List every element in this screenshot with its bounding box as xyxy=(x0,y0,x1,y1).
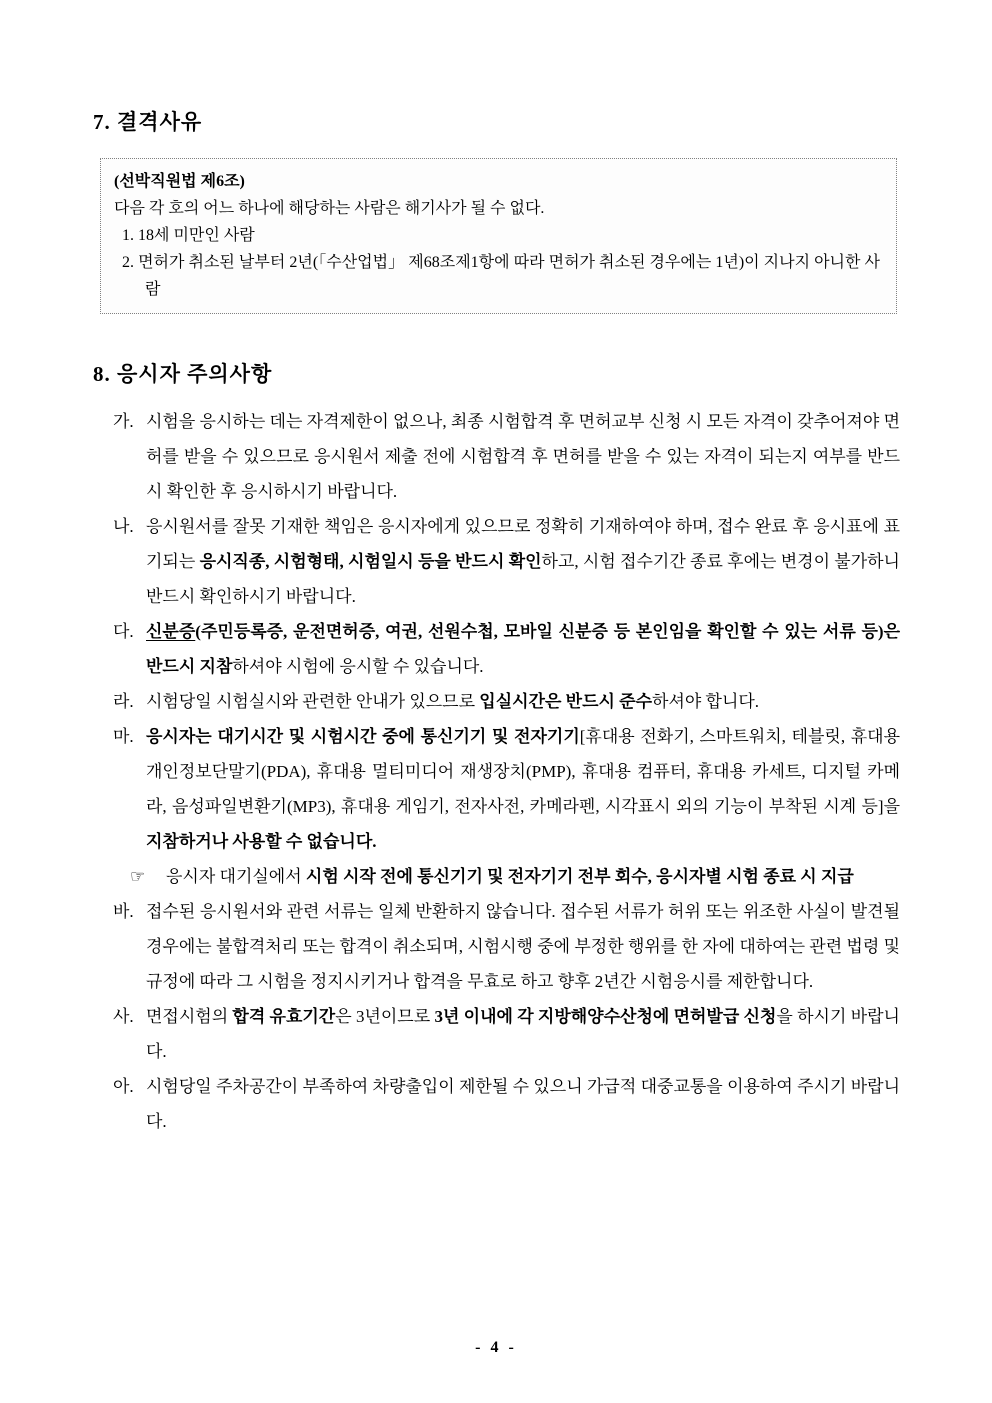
item-marker: 다. xyxy=(113,622,134,641)
pointing-hand-icon: ☞ xyxy=(130,867,146,886)
law-box-intro: 다음 각 호의 어느 하나에 해당하는 사람은 해기사가 될 수 없다. xyxy=(114,200,545,217)
notice-item xyxy=(113,509,900,614)
law-box-item: 1. 18세 미만인 사람 xyxy=(122,227,255,244)
item-text: 시험당일 시험실시와 관련한 안내가 있으므로 입실시간은 반드시 준수하셔야 합니다. xyxy=(146,692,760,711)
note-item xyxy=(130,859,900,894)
notice-item xyxy=(113,614,900,684)
item-text: 시험당일 주차공간이 부족하여 차량출입이 제한될 수 있으니 가급적 대중교통을 이용하여 주시기 바랍니다. xyxy=(146,1077,900,1131)
item-marker: 가. xyxy=(113,412,134,431)
notice-list xyxy=(113,404,900,1139)
notice-item xyxy=(113,684,900,719)
item-marker: 마. xyxy=(113,727,134,746)
page-number: - 4 - xyxy=(475,1339,517,1356)
item-marker: 아. xyxy=(113,1077,134,1096)
item-text: 신분증(주민등록증, 운전면허증, 여권, 선원수첩, 모바일 신분증 등 본인임을 확인할 수 있는 서류 등)은 반드시 지참하셔야 시험에 응시할 수 있습니다. xyxy=(146,622,900,676)
notice-item xyxy=(113,999,900,1069)
law-reference-box xyxy=(100,158,897,314)
law-box-items xyxy=(114,222,880,303)
notice-item xyxy=(113,719,900,859)
section7-heading: 7. 결격사유 xyxy=(93,110,203,134)
item-text: 시험을 응시하는 데는 자격제한이 없으나, 최종 시험합격 후 면허교부 신청 시 모든 자격이 갖추어져야 면허를 받을 수 있으므로 응시원서 제출 전에 시험합격 후 면허를 받을 수 있는 자격이 되는지 여부를 반드시 확인한 후 응시하시기 바랍니다. xyxy=(146,412,900,501)
item-marker: 라. xyxy=(113,692,134,711)
section8-heading: 8. 응시자 주의사항 xyxy=(93,362,273,386)
notice-item xyxy=(113,894,900,999)
item-marker: 바. xyxy=(113,902,134,921)
item-text: 응시자는 대기시간 및 시험시간 중에 통신기기 및 전자기기[휴대용 전화기, 스마트워치, 테블릿, 휴대용 개인정보단말기(PDA), 휴대용 멀티미디어 재생장치(PMP), 휴대용 컴퓨터, 휴대용 카세트, 디지털 카메라, 음성파일변환기(MP3), 휴대용 게임기, 전자사전, 카메라펜, 시각표시 외의 기능이 부착된 시계 등]을 지참하거나 사용할 수 없습니다. xyxy=(146,727,900,851)
law-box-item: 2. 면허가 취소된 날부터 2년(「수산업법」 제68조제1항에 따라 면허가 취소된 경우에는 1년)이 지나지 아니한 사람 xyxy=(122,254,880,298)
notice-item xyxy=(113,404,900,509)
item-text: 면접시험의 합격 유효기간은 3년이므로 3년 이내에 각 지방해양수산청에 면허발급 신청을 하시기 바랍니다. xyxy=(146,1007,900,1061)
item-text: 응시자 대기실에서 시험 시작 전에 통신기기 및 전자기기 전부 회수, 응시자별 시험 종료 시 지급 xyxy=(166,867,854,886)
item-marker: 나. xyxy=(113,517,134,536)
item-text: 접수된 응시원서와 관련 서류는 일체 반환하지 않습니다. 접수된 서류가 허위 또는 위조한 사실이 발견될 경우에는 불합격처리 또는 합격이 취소되며, 시험시행 중에 부정한 행위를 한 자에 대하여는 관련 법령 및 규정에 따라 그 시험을 정지시키거나 합격을 무효로 하고 향후 2년간 시험응시를 제한합니다. xyxy=(146,902,900,991)
item-marker: 사. xyxy=(113,1007,134,1026)
law-box-title: (선박직원법 제6조) xyxy=(114,173,245,190)
notice-item xyxy=(113,1069,900,1139)
item-text: 응시원서를 잘못 기재한 책임은 응시자에게 있으므로 정확히 기재하여야 하며, 접수 완료 후 응시표에 표기되는 응시직종, 시험형태, 시험일시 등을 반드시 확인하고, 시험 접수기간 종료 후에는 변경이 불가하니 반드시 확인하시기 바랍니다. xyxy=(146,517,900,606)
